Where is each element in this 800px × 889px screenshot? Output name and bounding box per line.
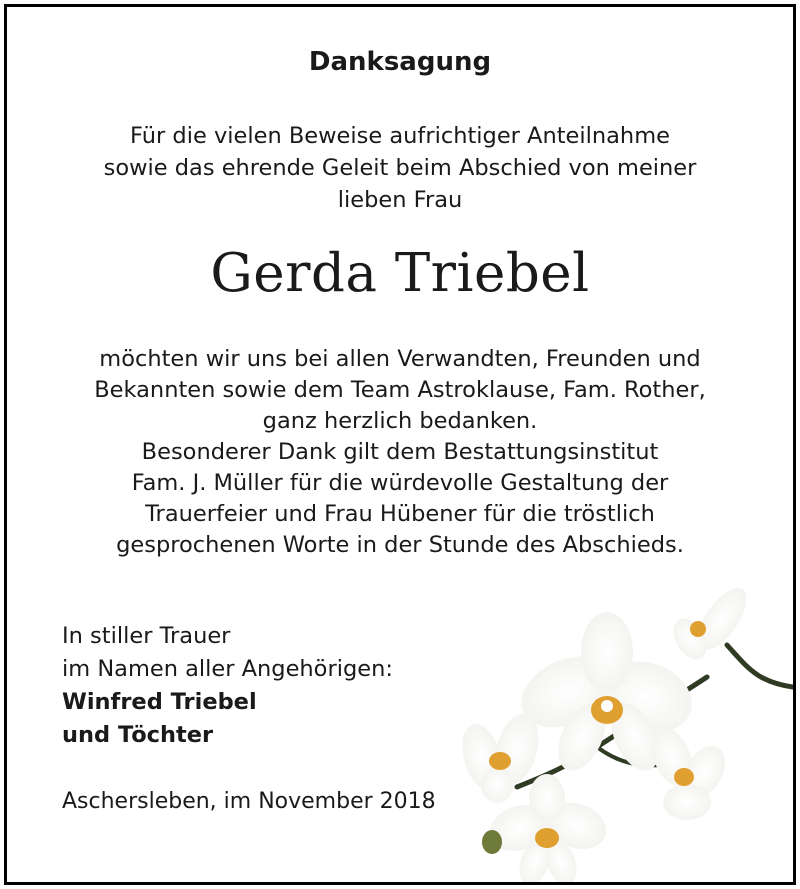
body-line: gesprochenen Worte in der Stunde des Abschieds. (116, 532, 684, 558)
notice-title: Danksagung (308, 47, 492, 77)
intro-line: lieben Frau (337, 187, 463, 213)
place-date: Aschersleben, im November 2018 (62, 789, 436, 814)
intro-text (7, 120, 793, 216)
signature-block (62, 620, 393, 752)
intro-line: Für die vielen Beweise aufrichtiger Anteilnahme (130, 123, 670, 149)
body-line: Trauerfeier und Frau Hübener für die tröstlich (145, 501, 655, 527)
signature-name: Winfred Triebel (62, 689, 257, 715)
signature-line: im Namen aller Angehörigen: (62, 656, 393, 682)
deceased-name: Gerda Triebel (210, 243, 590, 304)
body-line: ganz herzlich bedanken. (262, 408, 538, 434)
signature-line: In stiller Trauer (62, 623, 231, 649)
signature-name: und Töchter (62, 722, 214, 748)
body-line: möchten wir uns bei allen Verwandten, Freunden und (99, 346, 701, 372)
intro-line: sowie das ehrende Geleit beim Abschied von meiner (103, 155, 697, 181)
obituary-notice-frame (4, 4, 796, 885)
body-line: Besonderer Dank gilt dem Bestattungsinstitut (141, 439, 659, 465)
body-line: Fam. J. Müller für die würdevolle Gestaltung der (131, 470, 669, 496)
thanks-body-text (7, 344, 793, 561)
orchid-flower-illustration (447, 587, 793, 882)
body-line: Bekannten sowie dem Team Astroklause, Fam. Rother, (94, 377, 706, 403)
